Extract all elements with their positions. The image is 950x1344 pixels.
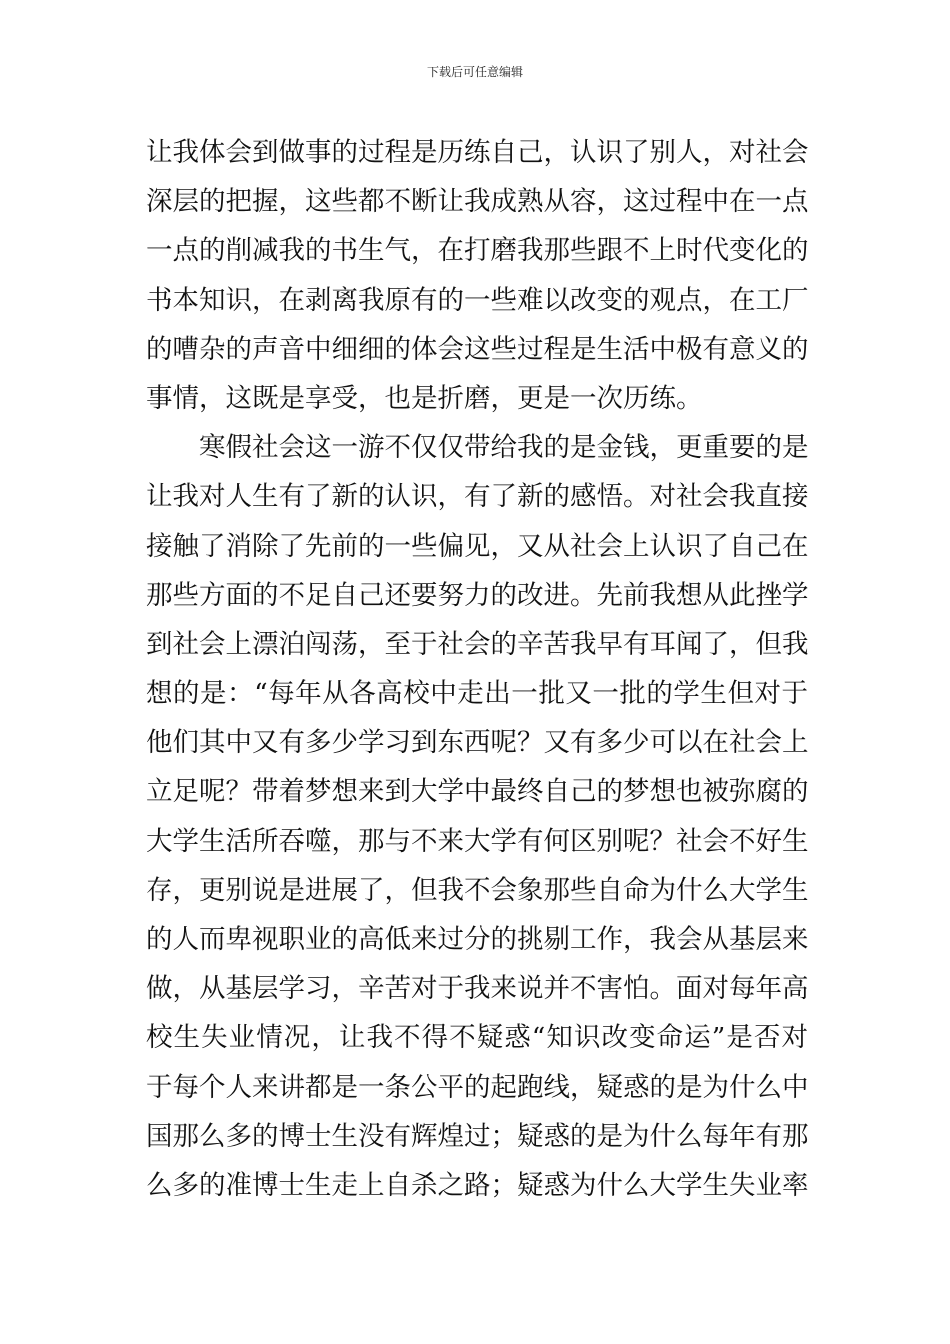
text-line-7: 寒假社会这一游不仅仅带给我的是金钱，更重要的是 xyxy=(199,432,808,464)
text-line-15: 大学生活所吞噬，那与不来大学有何区别呢？社会不好生 xyxy=(146,825,808,857)
text-line-8: 让我对人生有了新的认识，有了新的感悟。对社会我直接 xyxy=(146,481,808,513)
text-line-6: 事情，这既是享受，也是折磨，更是一次历练。 xyxy=(146,382,703,414)
text-line-21: 国那么多的博士生没有辉煌过；疑惑的是为什么每年有那 xyxy=(146,1120,808,1152)
text-line-12: 想的是：“每年从各高校中走出一批又一批的学生但对于 xyxy=(146,678,808,710)
text-line-16: 存，更别说是进展了，但我不会象那些自命为什么大学生 xyxy=(146,874,808,906)
text-line-5: 的嘈杂的声音中细细的体会这些过程是生活中极有意义的 xyxy=(146,333,808,365)
text-line-11: 到社会上漂泊闯荡，至于社会的辛苦我早有耳闻了，但我 xyxy=(146,628,808,660)
text-line-19: 校生失业情况，让我不得不疑惑“知识改变命运”是否对 xyxy=(146,1022,808,1054)
text-line-1: 让我体会到做事的过程是历练自己，认识了别人，对社会 xyxy=(146,137,808,168)
page-header: 下载后可任意编辑 xyxy=(426,65,523,79)
text-line-10: 那些方面的不足自己还要努力的改进。先前我想从此挫学 xyxy=(146,579,808,611)
text-line-9: 接触了消除了先前的一些偏见，又从社会上认识了自己在 xyxy=(146,530,808,562)
text-line-14: 立足呢？带着梦想来到大学中最终自己的梦想也被弥腐的 xyxy=(146,776,808,808)
text-line-4: 书本知识，在剥离我原有的一些难以改变的观点，在工厂 xyxy=(146,284,808,316)
text-line-3: 一点的削减我的书生气，在打磨我那些跟不上时代变化的 xyxy=(146,235,808,267)
text-line-18: 做，从基层学习，辛苦对于我来说并不害怕。面对每年高 xyxy=(146,973,808,1005)
text-line-22: 么多的准博士生走上自杀之路；疑惑为什么大学生失业率 xyxy=(146,1169,808,1201)
text-line-2: 深层的把握，这些都不断让我成熟从容，这过程中在一点 xyxy=(146,186,808,218)
text-line-13: 他们其中又有多少学习到东西呢？又有多少可以在社会上 xyxy=(146,727,808,759)
text-line-17: 的人而卑视职业的高低来过分的挑剔工作，我会从基层来 xyxy=(146,924,808,955)
document-body xyxy=(146,128,808,1210)
text-line-20: 于每个人来讲都是一条公平的起跑线，疑惑的是为什么中 xyxy=(146,1071,808,1103)
